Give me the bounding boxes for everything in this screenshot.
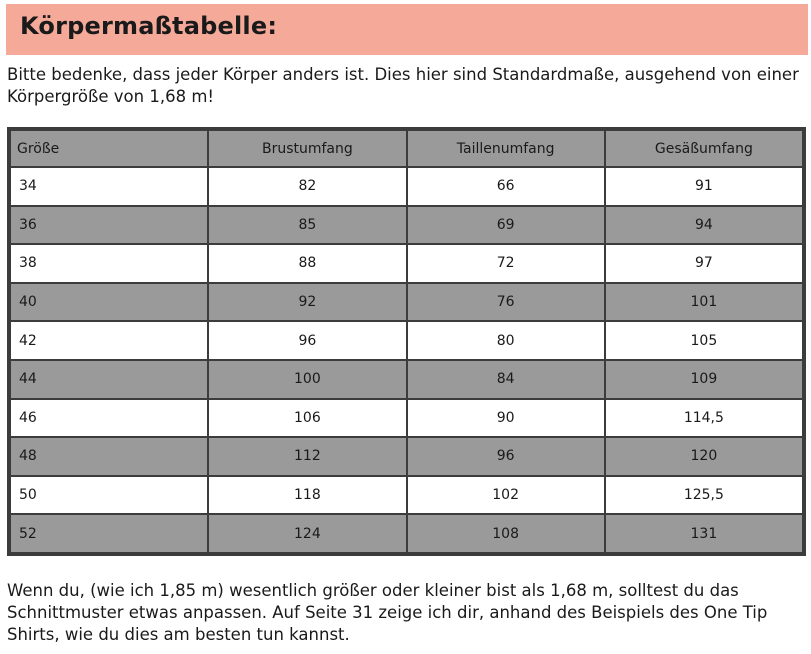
cell-chest: 100 (209, 361, 405, 398)
size-chart-table (9, 129, 804, 554)
cell-hip: 105 (606, 322, 802, 359)
table-header-row (11, 131, 802, 166)
table-row (11, 400, 802, 437)
cell-size: 38 (11, 245, 207, 282)
cell-hip: 125,5 (606, 477, 802, 514)
cell-waist: 72 (408, 245, 604, 282)
cell-waist: 102 (408, 477, 604, 514)
cell-chest: 88 (209, 245, 405, 282)
table-row (11, 438, 802, 475)
cell-hip: 120 (606, 438, 802, 475)
cell-size: 52 (11, 515, 207, 552)
cell-chest: 106 (209, 400, 405, 437)
cell-hip: 94 (606, 207, 802, 244)
cell-chest: 124 (209, 515, 405, 552)
cell-hip: 109 (606, 361, 802, 398)
header-hip: Gesäßumfang (606, 131, 802, 166)
cell-hip: 131 (606, 515, 802, 552)
intro-paragraph: Bitte bedenke, dass jeder Körper anders ist. Dies hier sind Standardmaße, ausgehend von einer Körpergröße von 1,68 m! (7, 65, 799, 106)
table-row (11, 207, 802, 244)
cell-size: 46 (11, 400, 207, 437)
cell-size: 48 (11, 438, 207, 475)
cell-hip: 97 (606, 245, 802, 282)
cell-waist: 90 (408, 400, 604, 437)
cell-size: 44 (11, 361, 207, 398)
cell-waist: 66 (408, 168, 604, 205)
header-chest: Brustumfang (209, 131, 405, 166)
table-row (11, 284, 802, 321)
cell-size: 42 (11, 322, 207, 359)
cell-chest: 92 (209, 284, 405, 321)
outro-paragraph: Wenn du, (wie ich 1,85 m) wesentlich größer oder kleiner bist als 1,68 m, solltest du das Schnittmuster etwas anpassen. Auf Seite 31 zeige ich dir, anhand des Beispiels des One Tip Shirts, wie du dies am besten tun kannst. (7, 581, 768, 644)
cell-chest: 96 (209, 322, 405, 359)
size-table-frame (7, 127, 806, 556)
table-row (11, 515, 802, 552)
header-size: Größe (11, 131, 207, 166)
cell-waist: 69 (408, 207, 604, 244)
table-row (11, 361, 802, 398)
page-title: Körpermaßtabelle: (20, 12, 278, 40)
header-waist: Taillenumfang (408, 131, 604, 166)
cell-waist: 108 (408, 515, 604, 552)
cell-size: 36 (11, 207, 207, 244)
cell-waist: 84 (408, 361, 604, 398)
cell-size: 50 (11, 477, 207, 514)
cell-size: 34 (11, 168, 207, 205)
cell-chest: 112 (209, 438, 405, 475)
cell-waist: 96 (408, 438, 604, 475)
cell-hip: 91 (606, 168, 802, 205)
cell-size: 40 (11, 284, 207, 321)
cell-waist: 76 (408, 284, 604, 321)
table-row (11, 477, 802, 514)
cell-hip: 114,5 (606, 400, 802, 437)
table-row (11, 322, 802, 359)
cell-chest: 82 (209, 168, 405, 205)
cell-hip: 101 (606, 284, 802, 321)
table-row (11, 245, 802, 282)
cell-waist: 80 (408, 322, 604, 359)
cell-chest: 85 (209, 207, 405, 244)
table-row (11, 168, 802, 205)
cell-chest: 118 (209, 477, 405, 514)
